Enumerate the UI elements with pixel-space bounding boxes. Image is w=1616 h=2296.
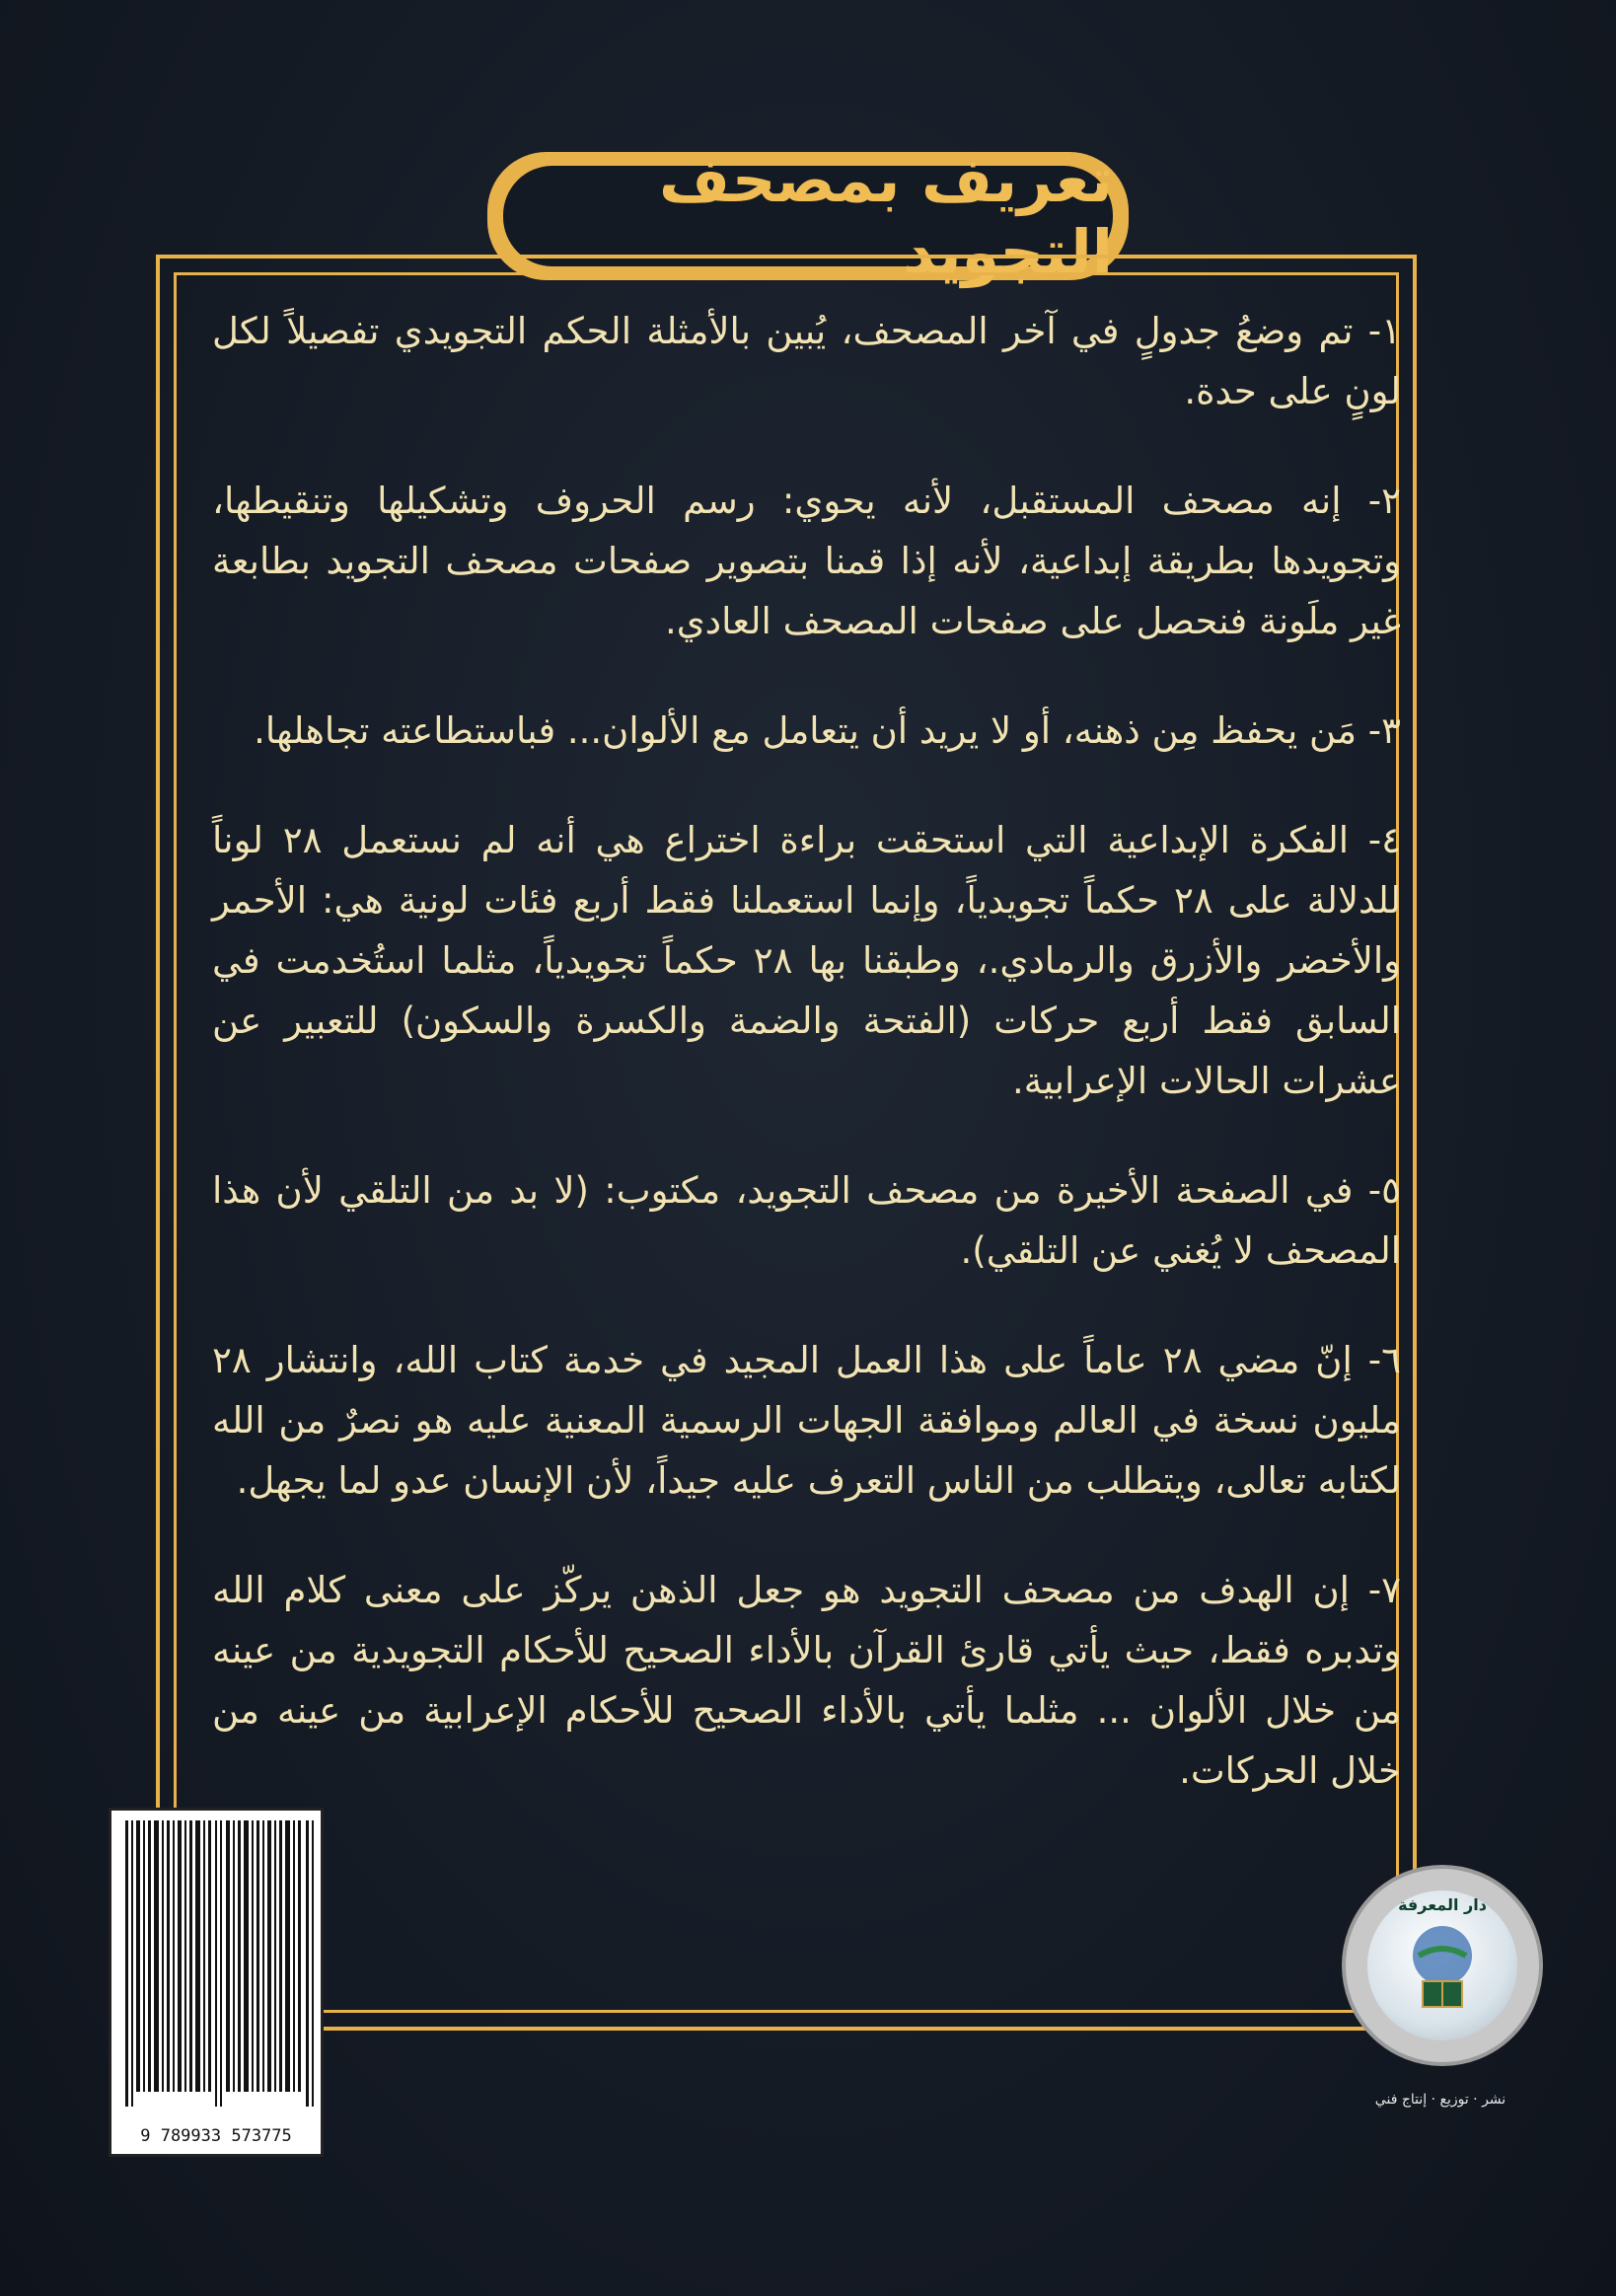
isbn-number: 9 789933 573775 (140, 2126, 292, 2146)
paragraph-3: ٣- مَن يحفظ مِن ذهنه، أو لا يريد أن يتعامل مع الألوان... فباستطاعته تجاهلها. (254, 709, 1401, 752)
paragraph-7: ٧- إن الهدف من مصحف التجويد هو جعل الذهن يركّز على معنى كلام الله وتدبره فقط، حيث يأتي قارئ القرآن بالأداء الصحيح للأحكام التجويدية من عينه من خلال الألوان ... مثلما يأتي بالأداء الصحيح للأحكام الإعرابية من عينه من خلال الحركات. (212, 1569, 1401, 1792)
barcode-icon (123, 1820, 317, 2107)
publisher-name: دار المعرفة (1398, 1895, 1487, 1914)
paragraph-4: ٤- الفكرة الإبداعية التي استحقت براءة اختراع هي أنه لم نستعمل ٢٨ لوناً للدلالة على ٢٨ حكماً تجويدياً، وإنما استعملنا فقط أربع فئات لونية هي: الأحمر والأخضر والأزرق والرمادي.، وطبقنا بها ٢٨ حكماً تجويدياً، مثلما استُخدمت في السابق فقط أربع حركات (الفتحة والضمة والكسرة والسكون) للتعبير عن عشرات الحالات الإعرابية. (212, 819, 1401, 1102)
publisher-tagline: نشر · توزيع · إنتاج فني (1374, 2092, 1506, 2108)
paragraph-5: ٥- في الصفحة الأخيرة من مصحف التجويد، مكتوب: (لا بد من التلقي لأن هذا المصحف لا يُغني عن التلقي). (212, 1169, 1401, 1272)
globe-icon (1367, 1890, 1517, 2040)
paragraph-6: ٦- إنّ مضي ٢٨ عاماً على هذا العمل المجيد في خدمة كتاب الله، وانتشار ٢٨ مليون نسخة في العالم وموافقة الجهات الرسمية المعنية عليه هو نصرٌ من الله لكتابه تعالى، ويتطلب من الناس التعرف عليه جيداً، لأن الإنسان عدو لما يجهل. (212, 1339, 1401, 1502)
text-body (212, 301, 1401, 1978)
publisher-logo (1342, 1865, 1543, 2066)
paragraph-1: ١- تم وضعُ جدولٍ في آخر المصحف، يُبين بالأمثلة الحكم التجويدي تفصيلاً لكل لونٍ على حدة. (212, 310, 1401, 412)
page-title: تعريف بمصحف التجويد (658, 144, 1113, 288)
title-banner (503, 144, 1113, 288)
isbn-barcode (109, 1808, 324, 2157)
paragraph-2: ٢- إنه مصحف المستقبل، لأنه يحوي: رسم الحروف وتشكيلها وتنقيطها، وتجويدها بطريقة إبداعية، لأنه إذا قمنا بتصوير صفحات مصحف التجويد بطابعة غير ملَونة فنحصل على صفحات المصحف العادي. (212, 480, 1401, 642)
